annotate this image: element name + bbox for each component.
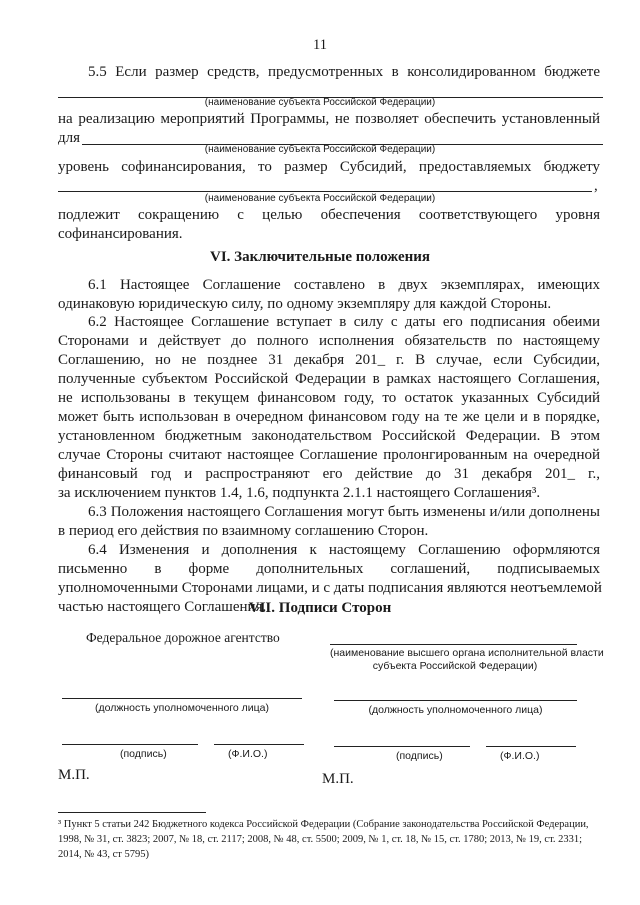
blank-line xyxy=(58,191,592,192)
field-caption: (наименование субъекта Российской Федерации) xyxy=(204,144,436,155)
blank-line xyxy=(214,744,304,745)
clause-5-5-comma: , xyxy=(594,178,598,194)
clause-6-4-line: письменно в форме дополнительных соглашений, подписываемых xyxy=(58,561,600,577)
clause-6-2-line: полученные субъектом Российской Федерации в рамках настоящего Соглашения, xyxy=(58,371,600,387)
clause-5-5-prefix: для xyxy=(58,130,81,146)
right-signature-caption: (подпись) xyxy=(396,750,443,762)
clause-5-5-line-2: на реализацию мероприятий Программы, не позволяет обеспечить установленный xyxy=(58,111,600,127)
section-heading-vi: VI. Заключительные положения xyxy=(210,249,430,265)
clause-6-2-line: Соглашению, но не позднее 31 декабря 201_ г. В случае, если Субсидии, xyxy=(58,352,600,368)
right-seal-mark: М.П. xyxy=(322,771,354,787)
page-number: 11 xyxy=(313,37,327,53)
blank-line xyxy=(486,746,576,747)
clause-6-2-line: Сторонами и действует до полного исполнения обязательств по настоящему xyxy=(58,333,600,349)
clause-6-4-line: 6.4 Изменения и дополнения к настоящему Соглашению оформляются xyxy=(88,542,600,558)
footnote-separator xyxy=(58,812,206,813)
clause-6-2-line: установленном бюджетным законодательством Российской Федерации. В этом xyxy=(58,428,600,444)
footnote-line: ³ Пункт 5 статьи 242 Бюджетного кодекса Российской Федерации (Собрание законодательства Российской Федерации, xyxy=(58,819,589,830)
clause-6-2-line: финансовый год и распространяют его действие до 31 декабря 201_ г., xyxy=(58,466,600,482)
field-caption: (наименование субъекта Российской Федерации) xyxy=(204,193,436,204)
clause-6-2-line: за исключением пунктов 1.4, 1.6, подпункта 2.1.1 настоящего Соглашения³. xyxy=(58,485,541,501)
right-position-caption: (должность уполномоченного лица) xyxy=(368,704,543,716)
clause-6-4-line: уполномоченными Сторонами лицами, и с даты подписания являются неотъемлемой xyxy=(58,580,602,596)
clause-5-5-line-6: подлежит сокращению с целью обеспечения соответствующего уровня xyxy=(58,207,600,223)
clause-6-2-line: не использованы в текущем финансовом году, то остаток указанных Субсидий xyxy=(58,390,600,406)
left-seal-mark: М.П. xyxy=(58,767,90,783)
clause-5-5-line-7: софинансирования. xyxy=(58,226,183,242)
clause-6-1-line: одинаковую юридическую силу, по одному экземпляру для каждой Стороны. xyxy=(58,296,552,312)
clause-6-3-line: в период его действия по взаимному соглашению Сторон. xyxy=(58,523,429,539)
right-party-caption-2: субъекта Российской Федерации) xyxy=(372,660,538,672)
left-signature-caption: (подпись) xyxy=(120,748,167,760)
left-position-caption: (должность уполномоченного лица) xyxy=(94,702,270,714)
field-caption: (наименование субъекта Российской Федерации) xyxy=(204,97,436,108)
blank-line xyxy=(62,744,198,745)
right-name-caption: (Ф.И.О.) xyxy=(500,750,540,762)
blank-line xyxy=(62,698,302,699)
blank-line xyxy=(334,700,577,701)
clause-5-5-line-4: уровень софинансирования, то размер Субсидий, предоставляемых бюджету xyxy=(58,159,600,175)
left-name-caption: (Ф.И.О.) xyxy=(228,748,268,760)
footnote-line: 1998, № 31, ст. 3823; 2007, № 18, ст. 2117; 2008, № 48, ст. 5500; 2009, № 1, ст. 18, № 15, ст. 1780; 2013, № 19, ст. 2331; xyxy=(58,834,583,845)
section-heading-vii: VII. Подписи Сторон xyxy=(248,600,392,616)
clause-6-2-line: может быть использован в очередном финансовом году на те же цели и в порядке, xyxy=(58,409,600,425)
blank-line xyxy=(330,644,577,645)
left-party-name: Федеральное дорожное агентство xyxy=(86,630,280,645)
blank-line xyxy=(334,746,470,747)
clause-6-2-line: 6.2 Настоящее Соглашение вступает в силу с даты его подписания обеими xyxy=(88,314,600,330)
clause-6-1-line: 6.1 Настоящее Соглашение составлено в двух экземплярах, имеющих xyxy=(88,277,600,293)
clause-6-4-line: частью настоящего Соглашения. xyxy=(58,599,267,615)
clause-6-2-line: случае Стороны считают настоящее Соглашение пролонгированным на очередной xyxy=(58,447,600,463)
footnote-line: 2014, № 43, ст 5795) xyxy=(58,849,150,860)
right-party-caption-1: (наименование высшего органа исполнительной власти xyxy=(330,647,604,659)
clause-6-3-line: 6.3 Положения настоящего Соглашения могут быть изменены и/или дополнены xyxy=(88,504,600,520)
clause-5-5-line-1: 5.5 Если размер средств, предусмотренных в консолидированном бюджете xyxy=(88,64,600,80)
